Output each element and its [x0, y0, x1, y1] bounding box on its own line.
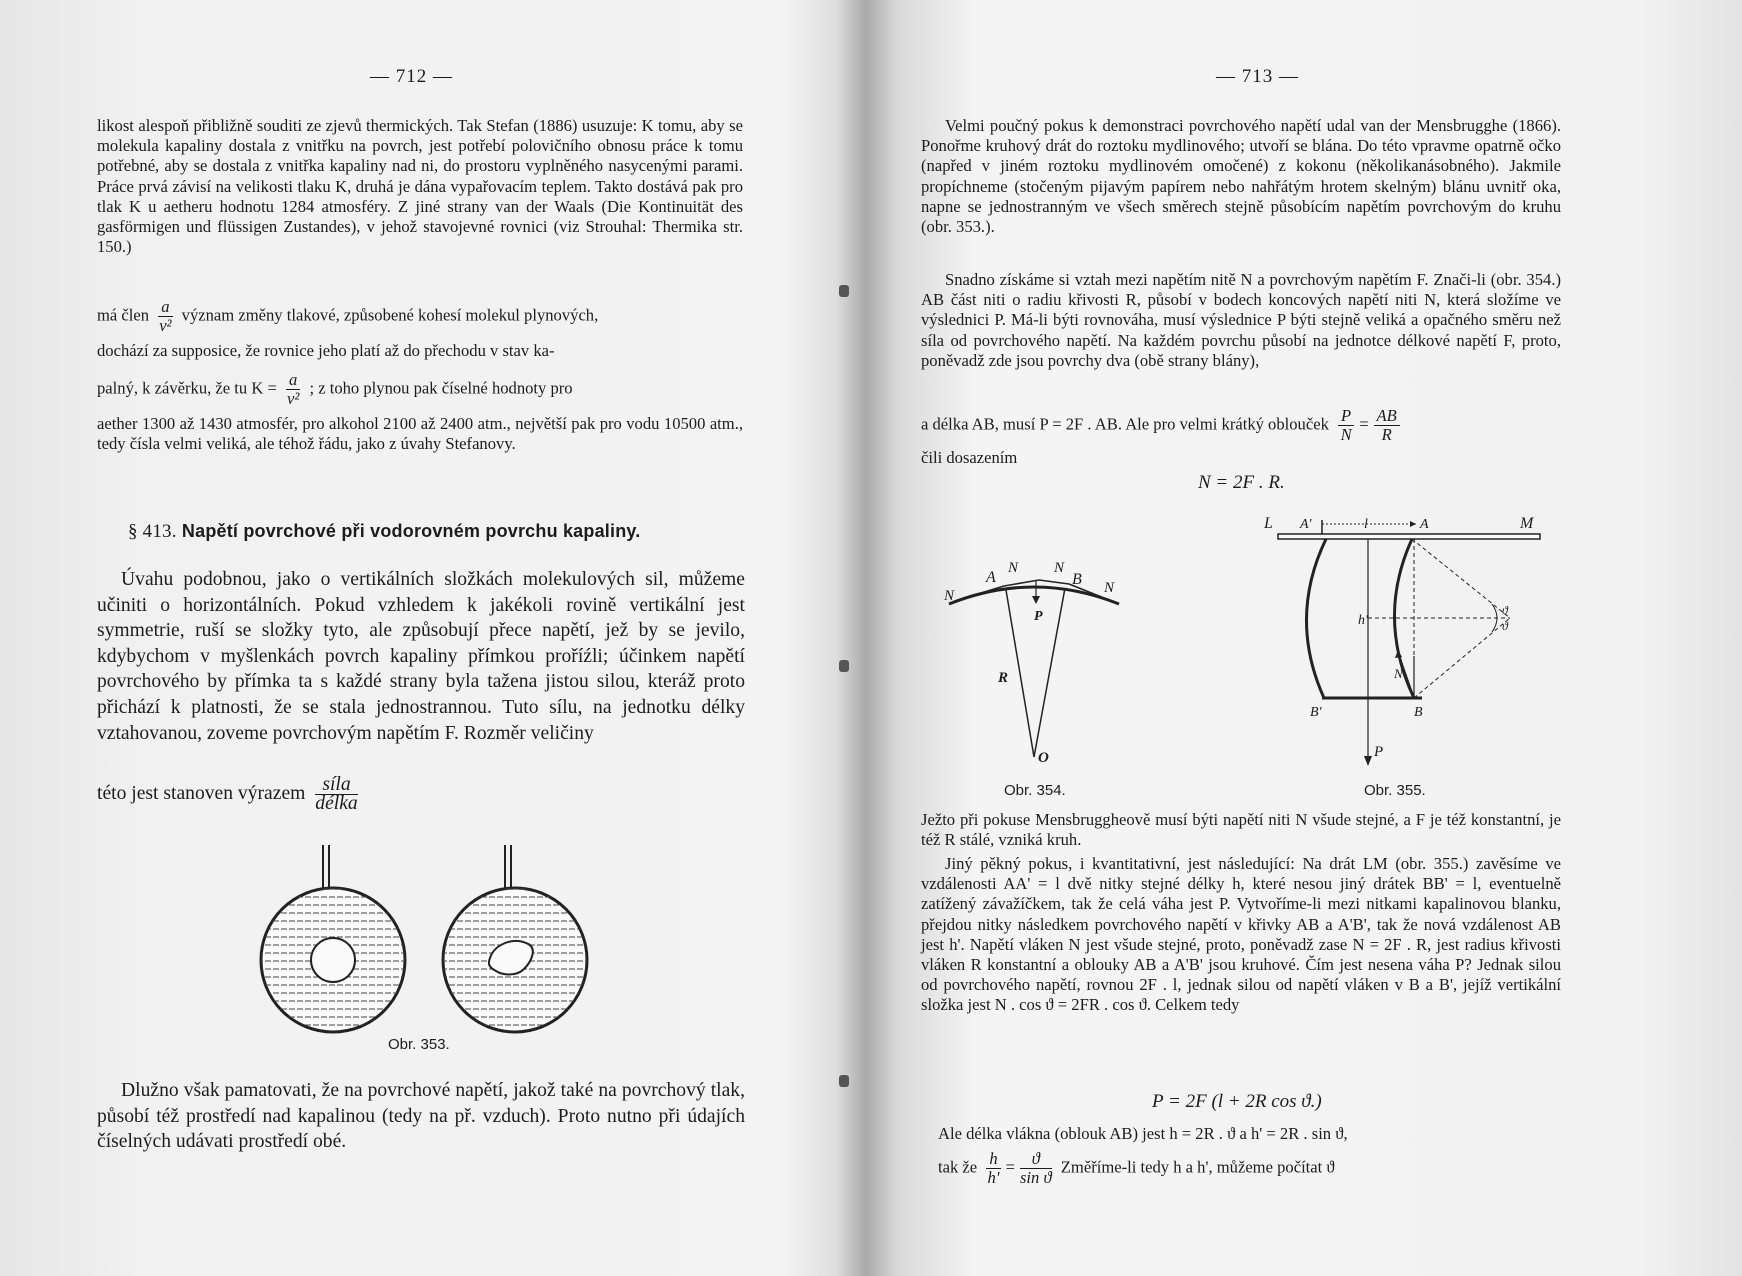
line-cili: čili dosazením: [921, 448, 1018, 467]
label-A: A: [986, 569, 996, 586]
line-teto: této jest stanoven výrazem $\frac{\text{síla}}{\text{délka}}$: [97, 774, 358, 814]
section-heading: § 413. Napětí povrchové při vodorovném povrchu kapaliny.: [128, 521, 641, 542]
ring-with-circular-hole: [258, 845, 408, 1035]
figure-355: [1264, 510, 1564, 770]
line-delka: a délka AB, musí P = 2F . AB. Ale pro velmi krátký oblouček $\frac{P}{N}$ = $\frac{AB}{R}$: [921, 407, 1561, 444]
ring-with-irregular-loop: [440, 845, 590, 1035]
figure-355-caption: Obr. 355.: [1364, 782, 1426, 799]
formula-N: N = 2F . R.: [1198, 472, 1285, 493]
figure-354: [944, 552, 1144, 774]
label-N: N: [944, 588, 955, 604]
fraction-a-v2-second: $\frac{a}{\text{v²}}$: [286, 370, 300, 408]
label-B: B: [1414, 705, 1423, 720]
label-P: P: [1034, 609, 1043, 624]
label-B: B: [1072, 571, 1082, 588]
label-P: P: [1374, 744, 1384, 760]
label-theta: ϑ: [1502, 619, 1508, 633]
label-N: N: [1394, 666, 1403, 681]
fraction-P-N: $\frac{P}{N}$: [1338, 407, 1354, 444]
fraction-AB-R: $\frac{AB}{R}$: [1374, 407, 1400, 444]
page-712: [0, 0, 860, 1276]
line-tak-ze: tak že $\frac{h}{h'}$ = $\frac{ϑ}{\text{sin ϑ}}$ Změříme-li tedy h a h', můžeme počítat ϑ: [938, 1149, 1335, 1187]
label-O: O: [1038, 750, 1049, 766]
paragraph-jezto: Ježto při pokuse Mensbruggheově musí býti napětí niti N všude stejné, a F je též konstantní, je též R stálé, vzniká kruh.: [921, 810, 1561, 850]
formula-P: P = 2F (l + 2R cos ϑ.): [1152, 1091, 1322, 1112]
line-ale-delka: Ale délka vlákna (oblouk AB) jest h = 2R . ϑ a h' = 2R . sin ϑ,: [938, 1124, 1348, 1143]
label-M: M: [1520, 515, 1534, 532]
paragraph-jiny-pokus: Jiný pěkný pokus, i kvantitativní, jest následující: Na drát LM (obr. 355.) zavěsíme ve vzdálenosti AA' = l dvě nitky stejné délky h, které nesou jiný drátek BB' = l, eventuelně zatížený závažíčkem, tak že celá váha jest P. Vytvoříme-li mezi nitkami kapalinovou blanku, přejdou nitky následkem povrchového napětí v křivky AB a A'B', tak že nová vzdálenost AB jest h'. Napětí vláken N jest všude stejné, proto, poněvadž zase N = 2F . R, jest radius křivosti vláken R konstantní a oblouky AB a A'B' jsou kruhové. Čím jest nesena váha P? Jednak silou od povrchového napětí, rovnou 2F . l, jednak silou od napětí vláken v B a B', jejíž vertikální složka jest N . cos ϑ = 2FR . cos ϑ. Celkem tedy: [921, 854, 1561, 1015]
page-number: — 713 —: [1216, 66, 1299, 87]
label-A-prime: A': [1300, 517, 1312, 532]
fraction-h-hprime: $\frac{h}{h'}$: [987, 1149, 1000, 1187]
page-number: — 712 —: [370, 66, 453, 87]
line-ma-clen: má člen $\frac{a}{\text{v²}}$ význam změny tlakové, způsobené kohesí molekul plynových,: [97, 297, 599, 335]
label-theta: ϑ: [1502, 603, 1508, 617]
paragraph-mensbrugghe: Velmi poučný pokus k demonstraci povrchového napětí udal van der Mensbrugghe (1866). Ponořme kruhový drát do roztoku mydlinového; utvoří se blána. Do této vpravme opatrně očko (napřed v jiném roztoku mydlinovém omočené) z kokonu (několikanásobného). Jakmile propíchneme (stočeným pijavým papírem nebo nahřátým hrotem skelným) blánu uvnitř oka, napne se jednostranným ve všech směrech stejně působícím napětím povrchovým do kruhu (obr. 353.).: [921, 116, 1561, 237]
label-A: A: [1420, 517, 1429, 532]
figure-353: [250, 845, 570, 1045]
figure-353-caption: Obr. 353.: [388, 1036, 450, 1053]
label-N: N: [1104, 580, 1115, 596]
paragraph-stefan: likost alespoň přibližně souditi ze zjevů thermických. Tak Stefan (1886) usuzuje: K tomu, aby se molekula kapaliny dostala z vnitřku na povrch, jest potřebí polovičního obnosu práce k tomu potřebné, aby se dostala z vnitřka kapaliny nad ni, do prostoru vyplněného nasycenými parami. Práce prvá závisí na velikosti tlaku K, druhá je dána vypařovacím teplem. Takto dostává pak pro tlak K u aetheru hodnotu 1284 atmosféry. Z jiné strany van der Waals (Die Kontinuität des gasförmigen und flüssigen Zustandes), v jehož stavojevné rovnici (viz Strouhal: Thermika str. 150.): [97, 116, 743, 257]
label-h-prime: h': [1358, 613, 1368, 628]
line-palny: palný, k závěrku, že tu K = $\frac{a}{\text{v²}}$ ; z toho plynou pak číselné hodnoty pro: [97, 370, 573, 408]
line-dochazi: dochází za supposice, že rovnice jeho platí až do přechodu v stav ka-: [97, 341, 555, 360]
fraction-theta-sin: $\frac{ϑ}{\text{sin ϑ}}$: [1019, 1149, 1052, 1187]
paragraph-horizontal: Úvahu podobnou, jako o vertikálních složkách molekulových sil, můžeme učiniti o horizontálních. Pokud vzhledem k jakékoli rovině vertikální jest symmetrie, ruší se složky tyto, ale způsobují přece napětí, jež by se jevilo, kdybychom v myšlenkách povrch kapaliny přímkou proříźli; účinkem napětí povrchového by přímka ta s každé strany byla tažena jistou silou, kteráž proto přichází k platnosti, že se stala jednostrannou. Tuto sílu, na jednotku délky vztahovanou, zoveme povrchovým napětím F. Rozměr veličiny: [97, 569, 745, 744]
label-l: l: [1364, 517, 1368, 532]
paragraph-dluzno: Dlužno však pamatovati, že na povrchové napětí, jakož také na povrchový tlak, působí též prostředí nad kapalinou (tedy na př. vzduch). Proto nutno při údajích číselných udávati prostředí obé.: [97, 1080, 745, 1153]
paragraph-vztah: Snadno získáme si vztah mezi napětím nitě N a povrchovým napětím F. Znači-li (obr. 354.) AB část niti o radiu křivosti R, působí v bodech koncových napětí niti N, která složíme ve výslednici P. Má-li býti rovnováha, musí výslednice P býti stejně veliká a opačného směru než síla od povrchového napětí. Na každém povrchu působí na jednotce délkové napětí F, proto, poněvadž zde jsou povrchy dva (obě strany blány),: [921, 270, 1561, 370]
label-N: N: [1008, 560, 1019, 576]
fraction-a-v2: $\frac{a}{\text{v²}}$: [159, 297, 172, 335]
label-N: N: [1054, 560, 1065, 576]
page-713: [866, 0, 1742, 1276]
fraction-sila-delka: $\frac{\text{síla}}{\text{délka}}$: [315, 774, 358, 814]
paragraph-aether: aether 1300 až 1430 atmosfér, pro alkohol 2100 až 2400 atm., největší pak pro vodu 10500 atm., tedy čísla velmi veliká, ale téhož řádu, jako z úvahy Stefanovy.: [97, 414, 743, 454]
label-L: L: [1264, 515, 1273, 532]
label-R: R: [998, 670, 1009, 686]
label-B-prime: B': [1310, 705, 1322, 720]
figure-354-caption: Obr. 354.: [1004, 782, 1066, 799]
